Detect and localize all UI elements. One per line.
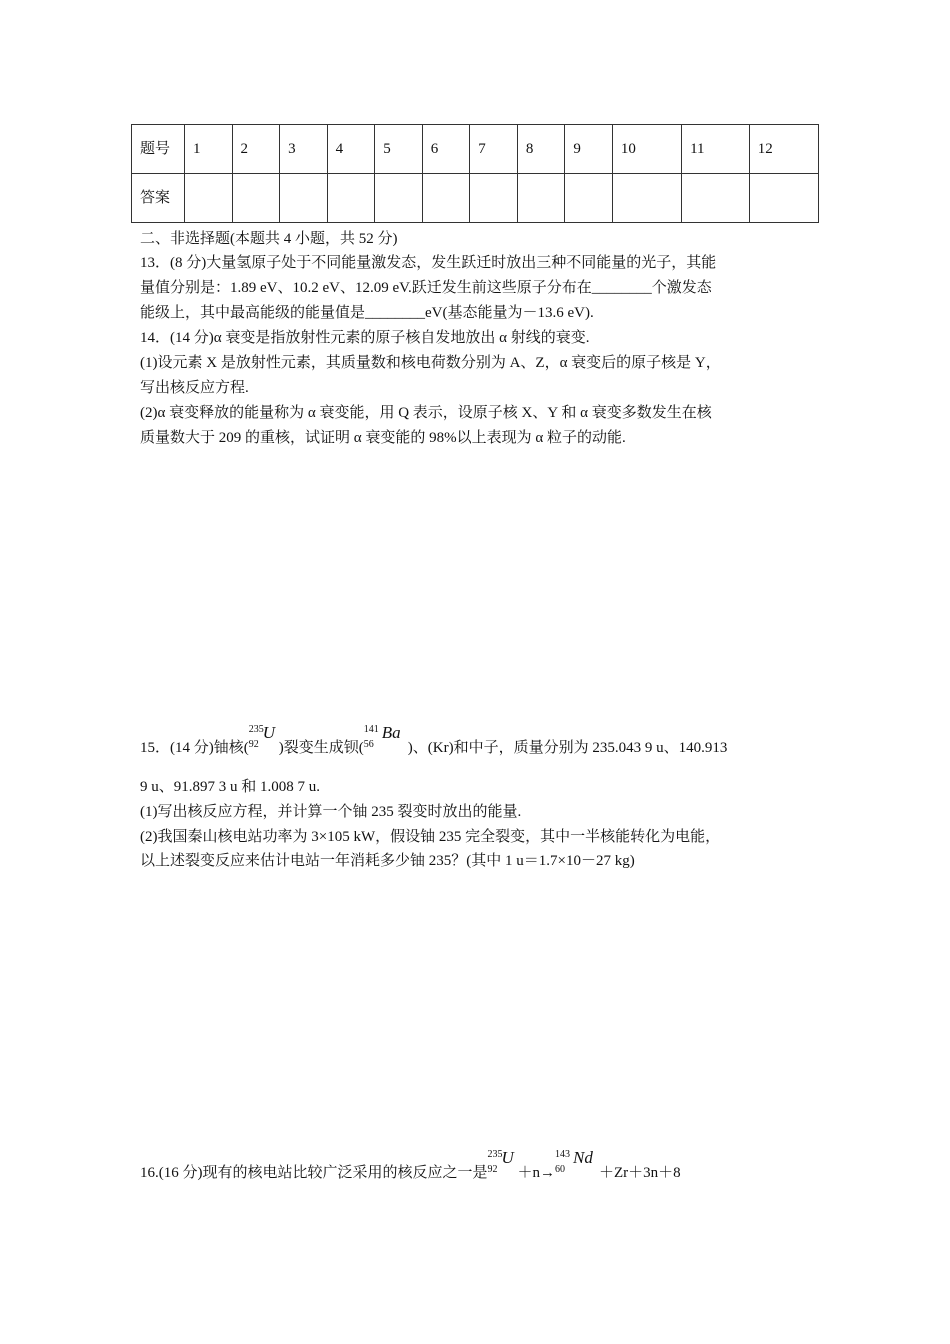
answer-cell[interactable]	[185, 174, 233, 223]
question-number-cell: 12	[749, 125, 818, 174]
isotope-z: 92	[487, 1164, 498, 1175]
q16-line1	[140, 1148, 681, 1184]
table-row	[132, 125, 819, 174]
question-number-cell: 3	[280, 125, 328, 174]
q15-line1	[140, 723, 728, 759]
answer-cell[interactable]	[517, 174, 565, 223]
answer-header: 答案	[132, 174, 185, 223]
neodymium-isotope	[555, 1148, 599, 1184]
isotope-mass: 143	[555, 1149, 571, 1160]
uranium-isotope	[487, 1148, 518, 1184]
isotope-mass: 141	[363, 724, 379, 735]
q15-mid: )裂变生成钡(	[278, 740, 364, 756]
q14-line: 质量数大于 209 的重核，试证明 α 衰变能的 98%以上表现为 α 粒子的动能.	[140, 430, 626, 446]
q16-prefix: 16.(16 分)现有的核电站比较广泛采用的核反应之一是	[140, 1165, 488, 1181]
q15-suffix: )、(Kr)和中子，质量分别为 235.043 9 u、140.913	[407, 740, 728, 756]
isotope-mass: 235	[248, 724, 264, 735]
q14-line: (1)设元素 X 是放射性元素，其质量数和核电荷数分别为 A、Z，α 衰变后的原子核是 Y，	[140, 355, 721, 371]
question-number-cell: 6	[422, 125, 470, 174]
isotope-z: 56	[363, 739, 374, 750]
answer-cell[interactable]	[749, 174, 818, 223]
uranium-isotope	[248, 723, 279, 759]
answer-cell[interactable]	[470, 174, 518, 223]
q13-line: 能级上，其中最高能级的能量值是________eV(基态能量为－13.6 eV).	[140, 305, 594, 321]
q15-line: (2)我国秦山核电站功率为 3×105 kW，假设铀 235 完全裂变，其中一半核能转化为电能，	[140, 829, 721, 845]
q14-line: 14．(14 分)α 衰变是指放射性元素的原子核自发地放出 α 射线的衰变.	[140, 330, 590, 346]
q16-suffix: ＋Zr＋3n＋8	[599, 1165, 681, 1181]
isotope-z: 60	[555, 1164, 566, 1175]
question-number-cell: 5	[375, 125, 423, 174]
q15-prefix: 15．(14 分)铀核(	[140, 740, 249, 756]
answer-cell[interactable]	[682, 174, 750, 223]
question-number-cell: 2	[232, 125, 280, 174]
isotope-z: 92	[248, 739, 259, 750]
question-number-cell: 10	[612, 125, 681, 174]
answer-cell[interactable]	[565, 174, 613, 223]
answer-table	[131, 124, 819, 223]
q15-line: (1)写出核反应方程，并计算一个铀 235 裂变时放出的能量.	[140, 804, 522, 820]
q14-line: (2)α 衰变释放的能量称为 α 衰变能，用 Q 表示，设原子核 X、Y 和 α 衰变多数发生在核	[140, 405, 712, 421]
q16-mid: ＋n→	[517, 1165, 556, 1181]
isotope-symbol: U	[262, 723, 276, 742]
answer-cell[interactable]	[612, 174, 681, 223]
table-row	[132, 174, 819, 223]
answer-cell[interactable]	[280, 174, 328, 223]
barium-isotope	[363, 723, 408, 759]
answer-cell[interactable]	[232, 174, 280, 223]
question-number-cell: 4	[327, 125, 375, 174]
q15-line: 以上述裂变反应来估计电站一年消耗多少铀 235？(其中 1 u＝1.7×10－27 kg)	[140, 853, 635, 869]
question-number-cell: 7	[470, 125, 518, 174]
section-title: 二、非选择题(本题共 4 小题，共 52 分)	[140, 231, 398, 247]
answer-cell[interactable]	[327, 174, 375, 223]
question-number-cell: 8	[517, 125, 565, 174]
question-number-cell: 11	[682, 125, 750, 174]
q14-line: 写出核反应方程.	[140, 380, 249, 396]
question-number-cell: 9	[565, 125, 613, 174]
q13-line: 13．(8 分)大量氢原子处于不同能量激发态，发生跃迁时放出三种不同能量的光子，其能	[140, 255, 717, 271]
answer-cell[interactable]	[375, 174, 423, 223]
isotope-symbol: Nd	[573, 1148, 593, 1167]
q13-line: 量值分别是：1.89 eV、10.2 eV、12.09 eV.跃迁发生前这些原子分布在________个激发态	[140, 280, 712, 296]
question-number-cell: 1	[185, 125, 233, 174]
answer-cell[interactable]	[422, 174, 470, 223]
question-number-header: 题号	[132, 125, 185, 174]
isotope-mass: 235	[487, 1149, 503, 1160]
q15-line: 9 u、91.897 3 u 和 1.008 7 u.	[140, 779, 321, 795]
isotope-symbol: U	[501, 1148, 514, 1167]
isotope-symbol: Ba	[381, 723, 401, 742]
